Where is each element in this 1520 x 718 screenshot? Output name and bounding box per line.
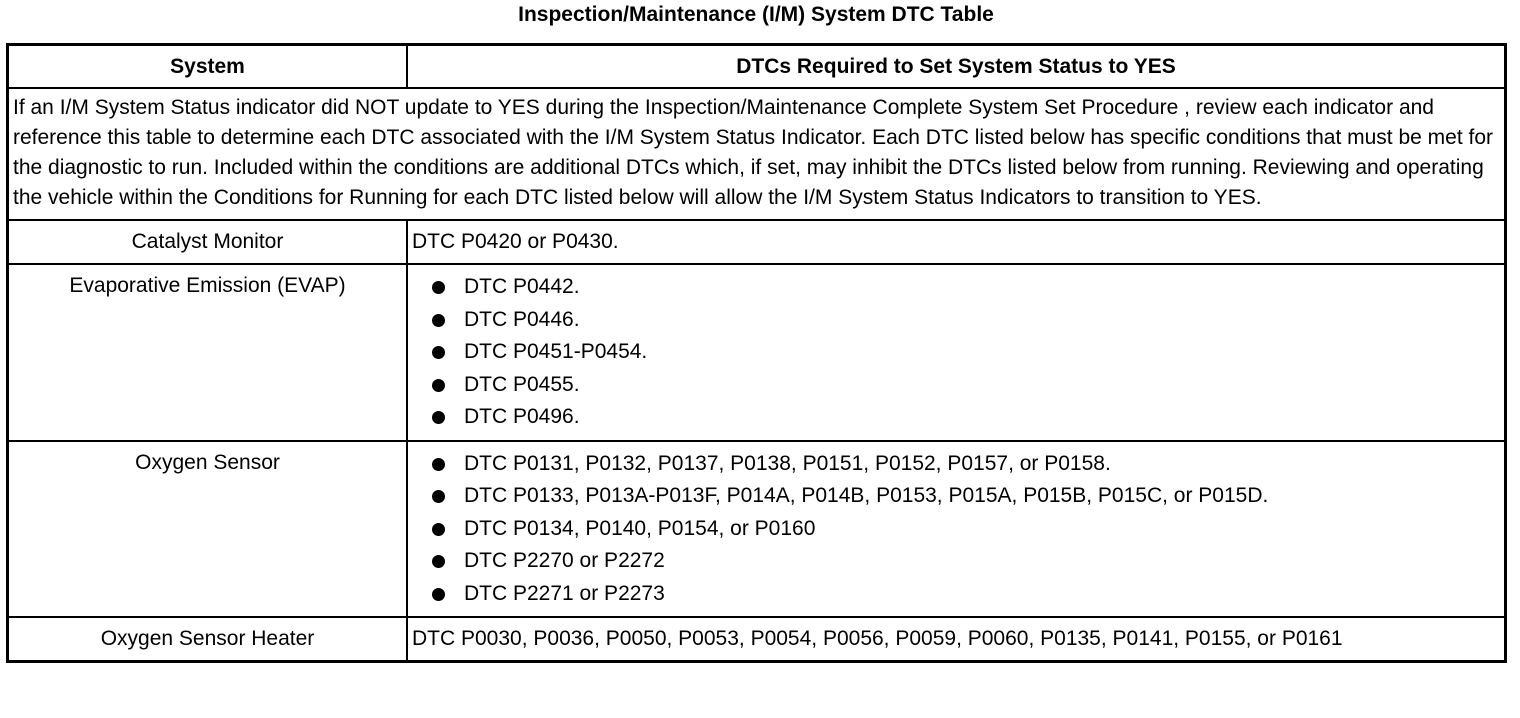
system-name: Oxygen Sensor — [8, 441, 408, 618]
list-item — [430, 369, 1500, 402]
system-name: Catalyst Monitor — [8, 220, 408, 264]
system-name: Oxygen Sensor Heater — [8, 617, 408, 662]
dtc-item: DTC P2271 or P2273 — [464, 581, 665, 605]
list-item — [430, 513, 1500, 546]
list-item — [430, 578, 1500, 611]
dtc-list-cell — [407, 441, 1506, 618]
list-item — [430, 545, 1500, 578]
list-item — [430, 401, 1500, 434]
list-item — [430, 480, 1500, 513]
system-name: Evaporative Emission (EVAP) — [8, 264, 408, 441]
bullet-icon — [432, 314, 445, 327]
intro-row — [8, 88, 1506, 220]
table-row-oxygen-sensor — [8, 441, 1506, 618]
bullet-icon — [432, 555, 445, 568]
bullet-icon — [432, 411, 445, 424]
bullet-icon — [432, 346, 445, 359]
dtc-item: DTC P0451-P0454. — [464, 340, 648, 363]
bullet-icon — [432, 588, 445, 601]
bullet-icon — [432, 523, 445, 536]
table-title: Inspection/Maintenance (I/M) System DTC Table — [518, 3, 994, 26]
bullet-icon — [432, 379, 445, 392]
dtc-item: DTC P0496. — [464, 405, 580, 428]
bullet-icon — [432, 490, 445, 503]
list-item — [430, 271, 1500, 304]
list-item — [430, 336, 1500, 369]
bullet-icon — [432, 281, 445, 294]
dtc-item: DTC P2270 or P2272 — [464, 549, 665, 572]
dtc-list-cell — [407, 264, 1506, 441]
dtc-list — [412, 271, 1500, 434]
dtc-list — [412, 448, 1500, 611]
dtc-table — [6, 43, 1507, 663]
table-row-evap — [8, 264, 1506, 441]
table-row-oxygen-sensor-heater — [8, 617, 1506, 662]
dtc-item: DTC P0134, P0140, P0154, or P0160 — [464, 516, 816, 540]
table-row-catalyst — [8, 220, 1506, 264]
dtc-item: DTC P0442. — [464, 275, 580, 298]
dtc-item: DTC P0131, P0132, P0137, P0138, P0151, P0152, P0157, or P0158. — [464, 451, 1111, 475]
bullet-icon — [432, 458, 445, 471]
intro-text: If an I/M System Status indicator did NOT update to YES during the Inspection/Maintenance Complete System Set Procedure , review each indicator and reference this table to determine each DTC associated with the I/M System Status Indicator. Each DTC listed below has specific conditions that must be met for the diagnostic to run. Included within the conditions are additional DTCs which, if set, may inhibit the DTCs listed below from running. Reviewing and operating the vehicle within the Conditions for Running for each DTC listed below will allow the I/M System Status Indicators to transition to YES. — [8, 88, 1506, 220]
header-dtcs: DTCs Required to Set System Status to YES — [407, 45, 1506, 89]
header-system: System — [8, 45, 408, 89]
list-item — [430, 448, 1500, 481]
list-item — [430, 304, 1500, 337]
dtc-item: DTC P0455. — [464, 372, 580, 396]
dtc-item: DTC P0133, P013A-P013F, P014A, P014B, P0153, P015A, P015B, P015C, or P015D. — [464, 484, 1269, 507]
dtc-text: DTC P0030, P0036, P0050, P0053, P0054, P0056, P0059, P0060, P0135, P0141, P0155, or P0161 — [407, 617, 1506, 662]
dtc-text: DTC P0420 or P0430. — [407, 220, 1506, 264]
dtc-item: DTC P0446. — [464, 307, 580, 331]
header-row — [8, 45, 1506, 89]
